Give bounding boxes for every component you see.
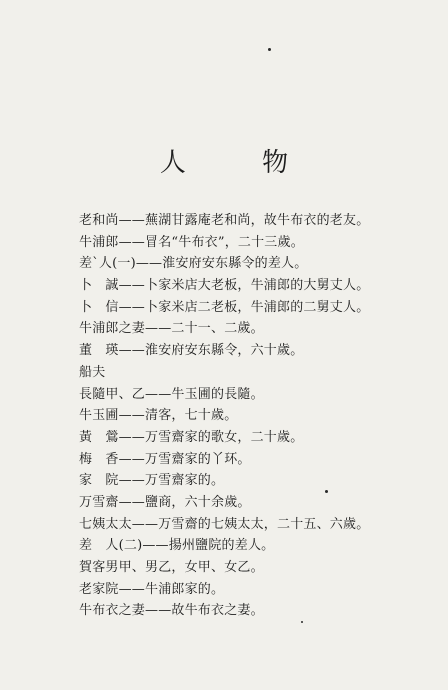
cast-entry: 差 人(二)——揚州鹽院的差人。 xyxy=(79,538,275,554)
cast-entry: 船夫 xyxy=(79,364,106,380)
cast-entry: 黃 鶯——万雪齋家的歌女，二十歲。 xyxy=(79,429,304,445)
cast-list xyxy=(79,210,439,622)
cast-entry: 牛浦郎——冒名“牛布衣”，二十三歲。 xyxy=(79,234,304,250)
cast-entry: 牛布衣之妻——故牛布衣之妻。 xyxy=(79,603,264,619)
cast-entry: 卜 信——卜家米店二老板，牛浦郎的二舅丈人。 xyxy=(79,299,370,315)
ink-speck xyxy=(268,48,271,51)
cast-entry: 牛玉圃——清客，七十歲。 xyxy=(79,408,238,424)
cast-entry: 卜 誠——卜家米店大老板，牛浦郎的大舅丈人。 xyxy=(79,278,370,294)
ink-speck xyxy=(301,621,303,623)
cast-entry: 老家院——牛浦郎家的。 xyxy=(79,581,225,597)
cast-entry: 差`人(一)——淮安府安东縣令的差人。 xyxy=(79,256,308,272)
cast-entry: 賀客男甲、男乙，女甲、女乙。 xyxy=(79,560,264,575)
cast-entry: 老和尚——蕪湖甘露庵老和尚，故牛布衣的老友。 xyxy=(79,213,370,228)
cast-entry: 七姨太太——万雪齋的七姨太太，二十五、六歲。 xyxy=(79,516,370,532)
cast-entry: 董 瑛——淮安府安东縣令，六十歲。 xyxy=(79,343,304,359)
cast-entry: 梅 香——万雪齋家的丫环。 xyxy=(79,451,251,467)
cast-entry: 牛浦郎之妻——二十一、二歲。 xyxy=(79,321,264,337)
cast-entry: 万雪齋——鹽商，六十余歲。 xyxy=(79,494,251,510)
cast-entry: 長隨甲、乙——牛玉圃的長隨。 xyxy=(79,386,264,402)
cast-entry: 家 院——万雪齋家的。 xyxy=(79,473,225,489)
ink-speck xyxy=(325,490,328,493)
page-title: 人 物 xyxy=(159,148,323,178)
